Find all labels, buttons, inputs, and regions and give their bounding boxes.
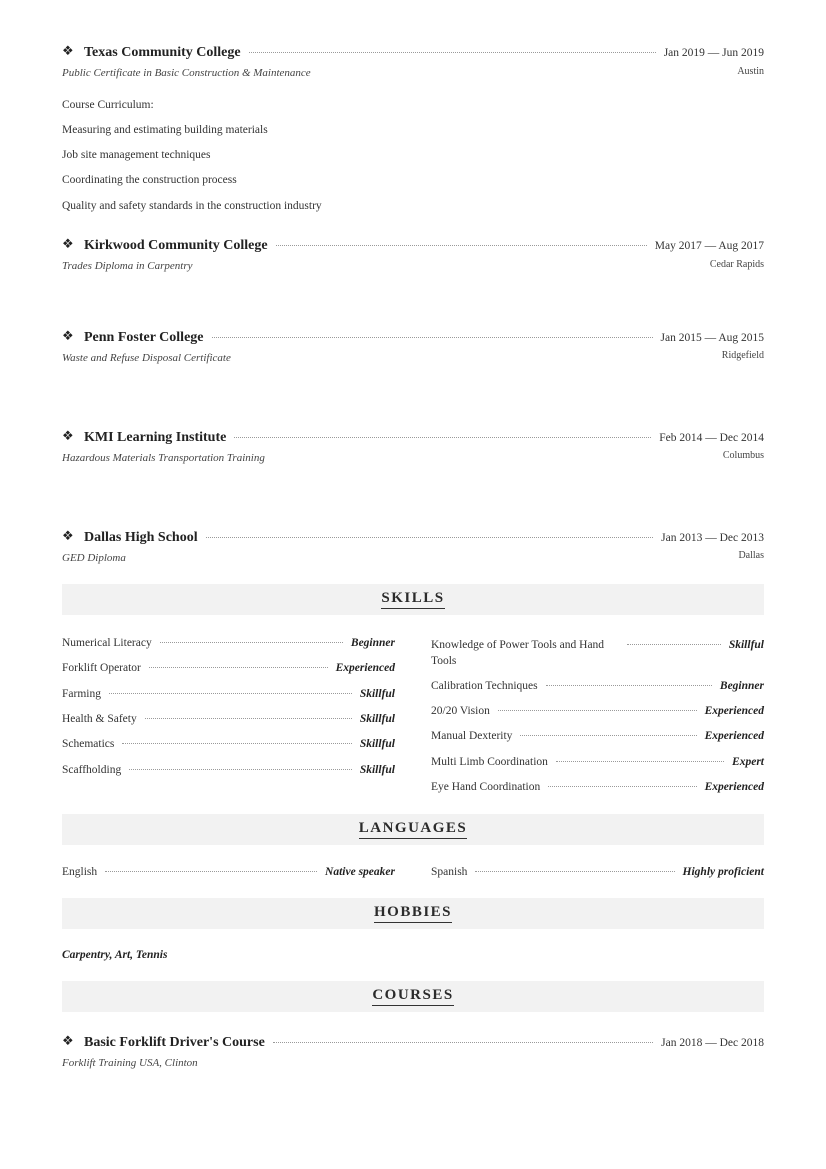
dotted-leader — [145, 718, 352, 719]
dotted-leader — [520, 735, 696, 736]
institution-name: Dallas High School — [84, 530, 198, 545]
skill-row — [62, 713, 395, 725]
skill-row — [62, 637, 395, 649]
skill-name: Knowledge of Power Tools and Hand Tools — [431, 639, 605, 667]
skill-row — [62, 688, 395, 700]
skill-row — [431, 756, 764, 768]
education-city: Austin — [737, 66, 764, 77]
skill-level: Skillful — [359, 738, 395, 750]
education-entry-header — [62, 329, 764, 349]
education-dates: May 2017 — Aug 2017 — [654, 240, 764, 252]
dotted-leader — [498, 710, 697, 711]
language-row — [431, 866, 764, 878]
hobbies-section-header — [62, 898, 764, 929]
education-entry-header — [62, 429, 764, 449]
institution-name: Kirkwood Community College — [84, 238, 268, 253]
skill-name: Schematics — [62, 738, 115, 750]
curriculum-line: Measuring and estimating building materials — [62, 124, 268, 136]
skill-row — [431, 680, 764, 692]
education-entry-header — [62, 237, 764, 257]
diamond-bullet-icon: ❖ — [62, 43, 74, 58]
skill-name: Health & Safety — [62, 713, 137, 725]
section-title: COURSES — [372, 987, 453, 1006]
courses-section-header — [62, 981, 764, 1012]
course-provider: Forklift Training USA, Clinton — [62, 1057, 198, 1069]
skill-name: Numerical Literacy — [62, 637, 152, 649]
education-dates: Feb 2014 — Dec 2014 — [659, 432, 764, 444]
dotted-leader — [149, 667, 328, 668]
education-city: Dallas — [738, 550, 764, 561]
institution-name: Texas Community College — [84, 45, 241, 60]
degree-title: Trades Diploma in Carpentry — [62, 260, 193, 272]
dotted-leader — [105, 871, 317, 872]
dotted-leader — [109, 693, 352, 694]
skill-level: Skillful — [728, 639, 764, 651]
skill-name: Multi Limb Coordination — [431, 756, 548, 768]
dotted-leader — [475, 871, 674, 872]
course-entry-header — [62, 1034, 764, 1054]
skill-row — [431, 781, 764, 793]
hobbies-text: Carpentry, Art, Tennis — [62, 949, 168, 961]
degree-title: GED Diploma — [62, 552, 126, 564]
skill-name: Scaffholding — [62, 764, 122, 776]
dotted-leader — [556, 761, 724, 762]
dotted-leader — [627, 644, 721, 645]
diamond-bullet-icon: ❖ — [62, 328, 74, 343]
dotted-leader — [249, 52, 656, 53]
education-dates: Jan 2015 — Aug 2015 — [660, 332, 764, 344]
diamond-bullet-icon: ❖ — [62, 236, 74, 251]
education-entry-header — [62, 44, 764, 64]
diamond-bullet-icon: ❖ — [62, 528, 74, 543]
skill-name: 20/20 Vision — [431, 705, 490, 717]
skill-name: Manual Dexterity — [431, 730, 513, 742]
skill-level: Experienced — [704, 705, 764, 717]
skill-level: Beginner — [350, 637, 395, 649]
skill-name: Forklift Operator — [62, 662, 141, 674]
skill-level: Experienced — [704, 730, 764, 742]
skill-level: Experienced — [704, 781, 764, 793]
curriculum-line: Coordinating the construction process — [62, 174, 237, 186]
section-title: HOBBIES — [374, 904, 452, 923]
dotted-leader — [122, 743, 351, 744]
skill-row — [62, 764, 395, 776]
degree-title: Public Certificate in Basic Construction & Maintenance — [62, 67, 311, 79]
education-dates: Jan 2013 — Dec 2013 — [661, 532, 764, 544]
dotted-leader — [129, 769, 352, 770]
skill-name: Eye Hand Coordination — [431, 781, 541, 793]
language-row — [62, 866, 395, 878]
section-title: SKILLS — [381, 590, 444, 609]
language-name: Spanish — [431, 866, 468, 878]
curriculum-line: Course Curriculum: — [62, 99, 154, 111]
skill-name: Farming — [62, 688, 101, 700]
skill-level: Skillful — [359, 688, 395, 700]
language-level: Highly proficient — [682, 866, 764, 878]
dotted-leader — [273, 1042, 653, 1043]
dotted-leader — [160, 642, 343, 643]
language-level: Native speaker — [325, 866, 395, 878]
diamond-bullet-icon: ❖ — [62, 1033, 74, 1048]
skill-row — [62, 738, 395, 750]
degree-title: Waste and Refuse Disposal Certificate — [62, 352, 231, 364]
language-name: English — [62, 866, 98, 878]
section-title: LANGUAGES — [359, 820, 468, 839]
dotted-leader — [276, 245, 647, 246]
degree-title: Hazardous Materials Transportation Training — [62, 452, 265, 464]
education-dates: Jan 2019 — Jun 2019 — [663, 47, 764, 59]
dotted-leader — [546, 685, 712, 686]
dotted-leader — [212, 337, 653, 338]
skill-level: Expert — [732, 756, 764, 768]
dotted-leader — [206, 537, 654, 538]
education-city: Cedar Rapids — [709, 259, 764, 270]
diamond-bullet-icon: ❖ — [62, 428, 74, 443]
education-city: Ridgefield — [721, 350, 764, 361]
curriculum-line: Quality and safety standards in the construction industry — [62, 200, 322, 212]
education-entry-header — [62, 529, 764, 549]
curriculum-line: Job site management techniques — [62, 149, 211, 161]
skill-name: Calibration Techniques — [431, 680, 538, 692]
dotted-leader — [234, 437, 651, 438]
skill-row — [431, 705, 764, 717]
course-title: Basic Forklift Driver's Course — [84, 1035, 265, 1050]
skill-level: Skillful — [359, 713, 395, 725]
course-dates: Jan 2018 — Dec 2018 — [661, 1037, 764, 1049]
institution-name: Penn Foster College — [84, 330, 204, 345]
skill-row — [431, 637, 764, 669]
institution-name: KMI Learning Institute — [84, 430, 227, 445]
skill-row — [62, 662, 395, 674]
languages-section-header — [62, 814, 764, 845]
skill-level: Beginner — [719, 680, 764, 692]
dotted-leader — [548, 786, 696, 787]
skill-level: Skillful — [359, 764, 395, 776]
education-city: Columbus — [722, 450, 764, 461]
skill-level: Experienced — [335, 662, 395, 674]
skill-row — [431, 730, 764, 742]
skills-section-header — [62, 584, 764, 615]
